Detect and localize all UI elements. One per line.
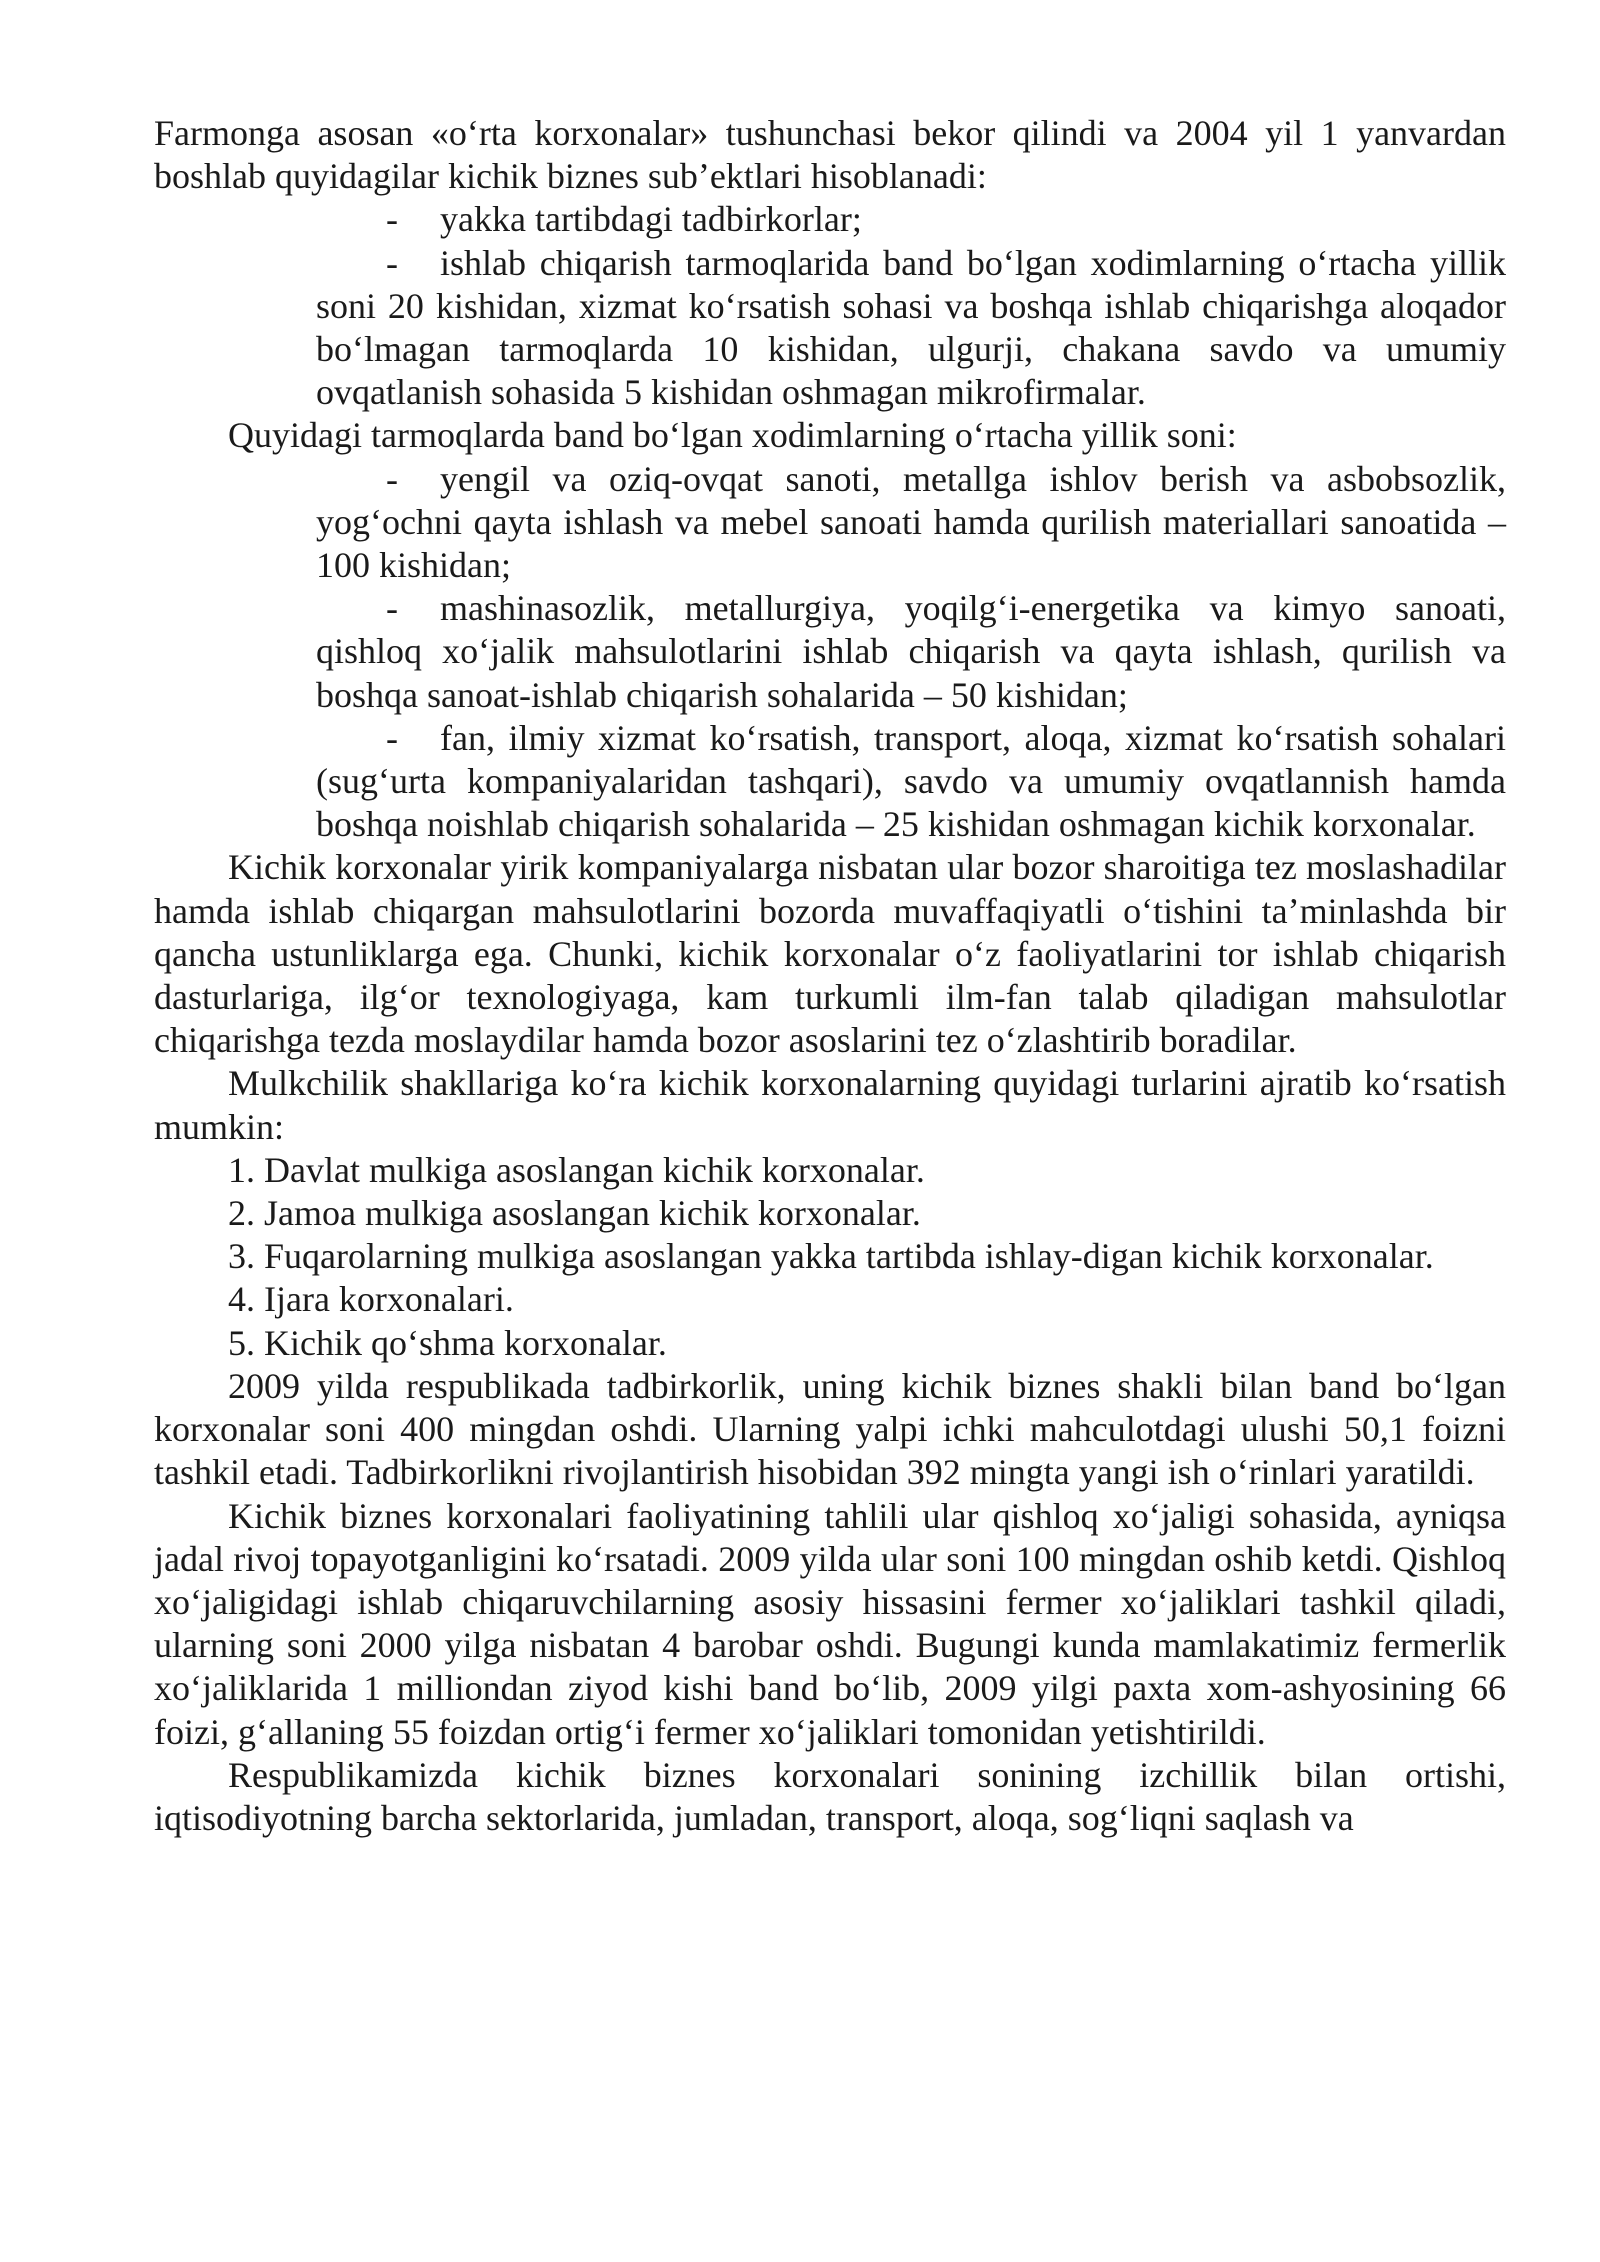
- list-item: [316, 587, 1506, 717]
- numbered-item: 4. Ijara korxonalari.: [228, 1279, 514, 1320]
- document-page: [154, 112, 1506, 1840]
- list-item-text: yengil va oziq-ovqat sanoti, metallga ishlov berish va asbobsozlik, yogʻochni qayta ishlash va mebel sanoati hamda qurilish materiallari sanoatida – 100 kishidan;: [316, 458, 1506, 586]
- types-lead-paragraph: Mulkchilik shakllariga koʻra kichik korxonalarning quyidagi turlarini ajratib koʻrsatish mumkin:: [154, 1063, 1506, 1147]
- closing-paragraph: Respublikamizda kichik biznes korxonalari sonining izchillik bilan ortishi, iqtisodiyotning barcha sektorlarida, jumladan, transport, aloqa, sogʻliqni saqlash va: [154, 1754, 1506, 1838]
- numbered-item: 1. Davlat mulkiga asoslangan kichik korxonalar.: [228, 1149, 925, 1190]
- list-item: [316, 458, 1506, 588]
- list-item-text: mashinasozlik, metallurgiya, yoqilgʻi-energetika va kimyo sanoati, qishloq xoʻjalik mahsulotlarini ishlab chiqarish va qayta ishlash, qurilish va boshqa sanoat-ishlab chiqarish sohalarida – 50 kishidan;: [316, 588, 1506, 715]
- statistics-2009-paragraph: 2009 yilda respublikada tadbirkorlik, uning kichik biznes shakli bilan band boʻlgan korxonalar soni 400 mingdan oshdi. Ularning yalpi ichki mahculotdagi ulushi 50,1 foizni tashkil etadi. Tadbirkorlikni rivojlantirish hisobidan 392 mingta yangi ish oʻrinlari yaratildi.: [154, 1365, 1506, 1493]
- lead-paragraph: Quyidagi tarmoqlarda band boʻlgan xodimlarning oʻrtacha yillik soni:: [228, 415, 1237, 456]
- list-item: [316, 198, 1506, 241]
- list-item-text: fan, ilmiy xizmat koʻrsatish, transport, aloqa, xizmat koʻrsatish sohalari (sugʻurta kompaniyalaridan tashqari), savdo va umumiy ovqatlannish hamda boshqa noishlab chiqarish sohalarida – 25 kishidan oshmagan kichik korxonalar.: [316, 717, 1506, 845]
- list-item-text: yakka tartibdagi tadbirkorlar;: [440, 199, 862, 240]
- list-item: [316, 717, 1506, 847]
- numbered-item: 2. Jamoa mulkiga asoslangan kichik korxonalar.: [228, 1193, 921, 1234]
- list-item: [316, 242, 1506, 415]
- numbered-item: 5. Kichik qoʻshma korxonalar.: [228, 1322, 667, 1363]
- advantages-paragraph: Kichik korxonalar yirik kompaniyalarga nisbatan ular bozor sharoitiga tez moslashadilar hamda ishlab chiqargan mahsulotlarini bozorda muvaffaqiyatli oʻtishini taʼminlashda bir qancha ustunliklarga ega. Chunki, kichik korxonalar oʻz faoliyatlarini tor ishlab chiqarish dasturlariga, ilgʻor texnologiyaga, kam turkumli ilm-fan talab qiladigan mahsulotlar chiqarishga tezda moslaydilar hamda bozor asoslarini tez oʻzlashtirib boradilar.: [154, 847, 1506, 1061]
- numbered-item: 3. Fuqarolarning mulkiga asoslangan yakka tartibda ishlay-digan kichik korxonalar.: [228, 1236, 1434, 1277]
- list-dash: -: [386, 242, 398, 283]
- list-dash: -: [386, 588, 398, 629]
- list-dash: -: [386, 458, 398, 499]
- list-item-text: ishlab chiqarish tarmoqlarida band boʻlgan xodimlarning oʻrtacha yillik soni 20 kishidan, xizmat koʻrsatish sohasi va boshqa ishlab chiqarishga aloqador boʻlmagan tarmoqlarda 10 kishidan, ulgurji, chakana savdo va umumiy ovqatlanish sohasida 5 kishidan oshmagan mikrofirmalar.: [316, 242, 1506, 413]
- agriculture-paragraph: Kichik biznes korxonalari faoliyatining tahlili ular qishloq xoʻjaligi sohasida, ayniqsa jadal rivoj topayotganligini koʻrsatadi. 2009 yilda ular soni 100 mingdan oshib ketdi. Qishloq xoʻjaligidagi ishlab chiqaruvchilarning asosiy hissasini fermer xoʻjaliklari tashkil qiladi, ularning soni 2000 yilga nisbatan 4 barobar oshdi. Bugungi kunda mamlakatimiz fermerlik xoʻjaliklarida 1 milliondan ziyod kishi band boʻlib, 2009 yilgi paxta xom-ashyosining 66 foizi, gʻallaning 55 foizdan ortigʻi fermer xoʻjaliklari tomonidan yetishtirildi.: [154, 1495, 1506, 1752]
- list-dash: -: [386, 717, 398, 758]
- list-dash: -: [386, 199, 398, 240]
- intro-paragraph: Farmonga asosan «oʻrta korxonalar» tushunchasi bekor qilindi va 2004 yil 1 yanvardan boshlab quyidagilar kichik biznes subʼektlari hisoblanadi:: [154, 113, 1506, 197]
